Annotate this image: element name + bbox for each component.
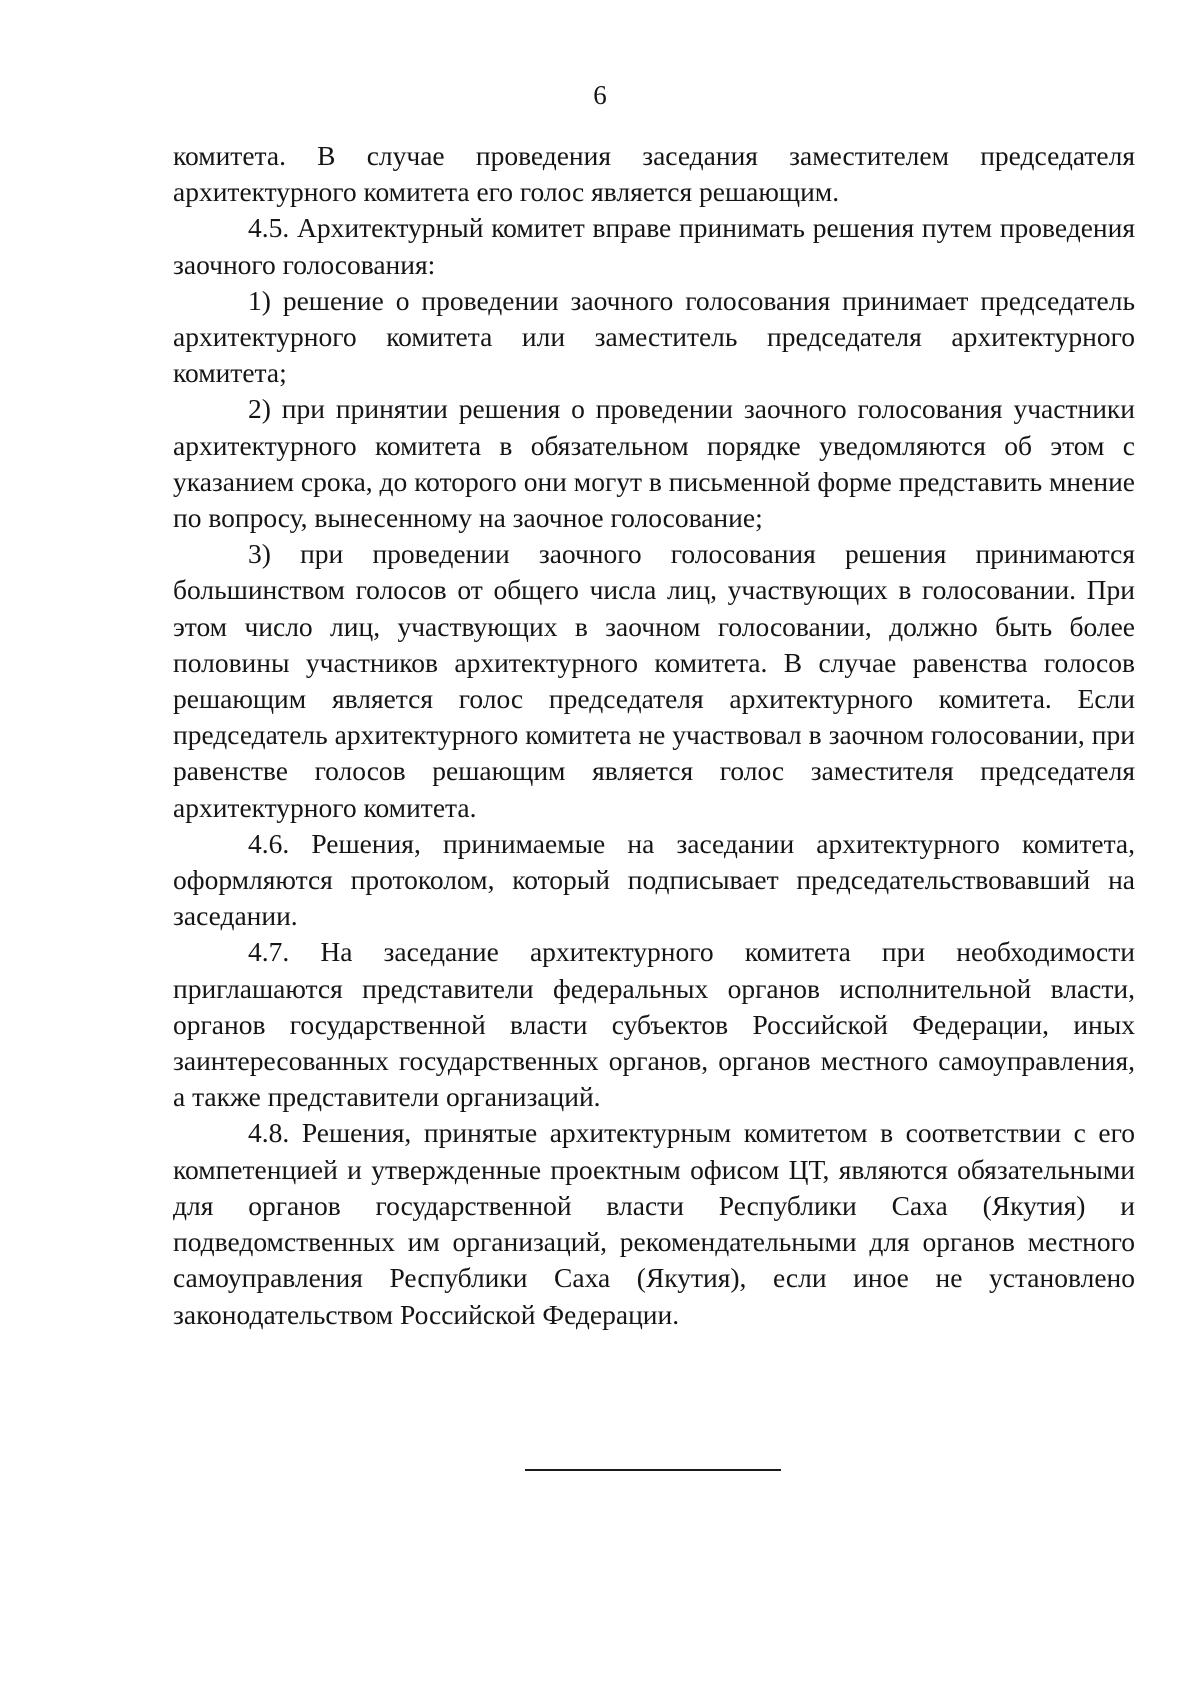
- paragraph-4-5-item-2: 2) при принятии решения о проведении заочного голосования участники архитектурного комитета в обязательном порядке уведомляются об этом с указанием срока, до которого они могут в письменной форме представить мнение по вопросу, вынесенному на заочное голосование;: [173, 393, 1135, 534]
- document-body: [173, 138, 1135, 1333]
- paragraph-4-7: 4.7. На заседание архитектурного комитета при необходимости приглашаются представители федеральных органов исполнительной власти, органов государственной власти субъектов Российской Федерации, иных заинтересованных государственных органов, органов местного самоуправления, а также представители организаций.: [173, 936, 1135, 1113]
- page-number: 6: [593, 80, 607, 110]
- paragraph-4-5-item-1: 1) решение о проведении заочного голосования принимает председатель архитектурного комитета или заместитель председателя архитектурного комитета;: [173, 284, 1135, 389]
- paragraph-4-6: 4.6. Решения, принимаемые на заседании архитектурного комитета, оформляются протоколом, который подписывает председательствовавший на заседании.: [173, 827, 1135, 932]
- paragraph-continuation: комитета. В случае проведения заседания заместителем председателя архитектурного комитета его голос является решающим.: [173, 140, 1135, 208]
- paragraph-4-5: 4.5. Архитектурный комитет вправе принимать решения путем проведения заочного голосования:: [173, 212, 1135, 280]
- paragraph-4-5-item-3: 3) при проведении заочного голосования решения принимаются большинством голосов от общего числа лиц, участвующих в голосовании. При этом число лиц, участвующих в заочном голосовании, должно быть более половины участников архитектурного комитета. В случае равенства голосов решающим является голос председателя архитектурного комитета. Если председатель архитектурного комитета не участвовал в заочном голосовании, при равенстве голосов решающим является голос заместителя председателя архитектурного комитета.: [173, 538, 1135, 823]
- end-separator-line: [525, 1469, 781, 1471]
- paragraph-4-8: 4.8. Решения, принятые архитектурным комитетом в соответствии с его компетенцией и утвержденные проектным офисом ЦТ, являются обязательными для органов государственной власти Республики Саха (Якутия) и подведомственных им организаций, рекомендательными для органов местного самоуправления Республики Саха (Якутия), если иное не установлено законодательством Российской Федерации.: [173, 1117, 1135, 1330]
